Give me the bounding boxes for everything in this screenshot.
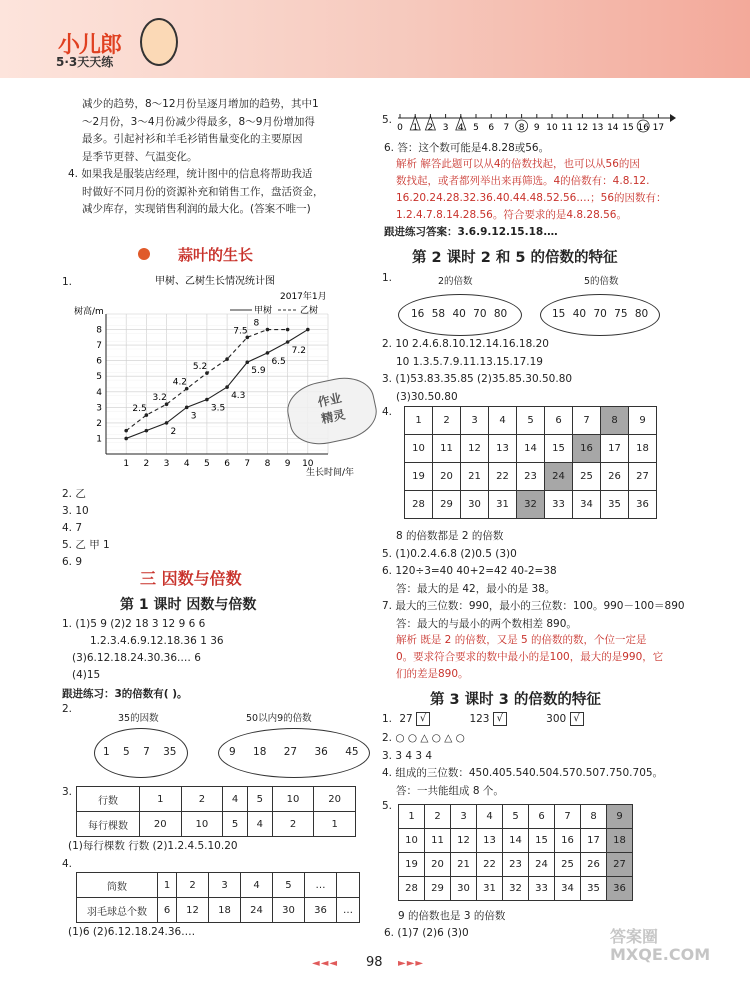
oval-content bbox=[229, 746, 359, 758]
grid-cell: 24 bbox=[529, 853, 555, 877]
oval-item: 45 bbox=[345, 746, 359, 758]
grid-cell: 31 bbox=[489, 491, 517, 519]
grid-cell: 14 bbox=[503, 829, 529, 853]
grid-cell: 4 bbox=[489, 407, 517, 435]
tick-label: 10 bbox=[546, 123, 558, 133]
grid-cell: 4 bbox=[477, 805, 503, 829]
lesson-title: 第 1 课时 因数与倍数 bbox=[120, 597, 257, 613]
oval-item: 16 bbox=[411, 308, 425, 320]
analysis-line: 1.2.4.7.8.14.28.56。符合要求的是4.8.28.56。 bbox=[396, 209, 627, 221]
answer-line: 答：最大的与最小的两个数相差 890。 bbox=[396, 617, 577, 630]
grid-cell: 2 bbox=[433, 407, 461, 435]
grid-cell: 14 bbox=[517, 435, 545, 463]
oval-item: 27 bbox=[283, 746, 298, 758]
data-label: 6.5 bbox=[271, 356, 286, 367]
text-line: 减少库存，实现销售利润的最大化。(答案不唯一) bbox=[82, 203, 311, 215]
table-cell: 4 bbox=[247, 812, 272, 837]
watermark: 答案圈 MXQE.COM bbox=[610, 927, 711, 964]
data-label: 5.9 bbox=[251, 366, 266, 377]
text-line: 减少的趋势，8～12月份呈逐月增加的趋势，其中1 bbox=[82, 98, 319, 110]
data-label: 3.5 bbox=[210, 403, 226, 414]
table-cell: 羽毛球总个数 bbox=[77, 898, 158, 923]
legend-entry: 乙树 bbox=[300, 306, 319, 316]
grid-cell: 22 bbox=[489, 463, 517, 491]
prev-arrows-icon: ◄◄◄ bbox=[312, 958, 339, 969]
answer-line: 2. ○ ○ △ ○ △ ○ bbox=[382, 732, 465, 744]
grid-cell: 35 bbox=[601, 491, 629, 519]
table-cell: … bbox=[337, 898, 360, 923]
tick-label: 13 bbox=[591, 123, 604, 133]
oval-item: 35 bbox=[163, 746, 177, 758]
grid-cell: 2 bbox=[425, 805, 451, 829]
grid-cell: 34 bbox=[555, 877, 581, 901]
tick-label: 4 bbox=[457, 123, 464, 133]
oval-label: 35的因数 bbox=[118, 713, 159, 724]
answer-line: 答：一共能组成 8 个。 bbox=[396, 784, 504, 797]
oval-item: 58 bbox=[431, 308, 446, 320]
grid-cell: 36 bbox=[629, 491, 657, 519]
oval-label: 5的倍数 bbox=[584, 276, 619, 287]
grid-cell: 29 bbox=[425, 877, 451, 901]
data-label: 7.2 bbox=[291, 346, 306, 356]
grid-cell: 1 bbox=[405, 407, 433, 435]
grid-cell: 22 bbox=[477, 853, 503, 877]
table-cell: 2 bbox=[177, 873, 209, 898]
x-tick-label: 7 bbox=[244, 459, 251, 469]
grid-cell: 3 bbox=[461, 407, 489, 435]
grid-cell: 5 bbox=[517, 407, 545, 435]
question-number: 5. bbox=[382, 114, 393, 126]
grid-cell: 30 bbox=[451, 877, 477, 901]
intro-text bbox=[68, 96, 324, 219]
table-cell: 5 bbox=[273, 873, 305, 898]
answer-line: (3)6.12.18.24.30.36.… 6 bbox=[72, 652, 201, 664]
grid-cell: 21 bbox=[461, 463, 489, 491]
text-line: 4. 如果我是服装店经理，统计图中的信息将帮助我适 bbox=[68, 168, 313, 180]
follow-up-answer: 跟进练习答案：3.6.9.12.15.18.… bbox=[384, 226, 558, 238]
text-line: 时做好不同月份的资源补充和销售工作，盘活资金， bbox=[82, 185, 324, 198]
grid-cell: 32 bbox=[503, 877, 529, 901]
question-number: 4. bbox=[62, 858, 73, 870]
grid-cell: 30 bbox=[461, 491, 489, 519]
data-point bbox=[286, 340, 290, 344]
table-cell: 5 bbox=[223, 812, 248, 837]
analysis-line: 解析 既是 2 的倍数，又是 5 的倍数的数，个位一定是 bbox=[396, 634, 647, 646]
grid-cell: 25 bbox=[573, 463, 601, 491]
x-tick-label: 1 bbox=[123, 459, 130, 469]
y-tick-label: 8 bbox=[96, 325, 102, 336]
data-point bbox=[185, 406, 189, 410]
section-title: 蒜叶的生长 bbox=[178, 246, 254, 264]
grid-cell: 35 bbox=[581, 877, 607, 901]
grid-cell: 29 bbox=[433, 491, 461, 519]
x-axis-label: 生长时间/年 bbox=[306, 468, 355, 478]
data-label: 3.2 bbox=[152, 393, 167, 404]
grid-cell: 11 bbox=[433, 435, 461, 463]
grid-cell: 18 bbox=[629, 435, 657, 463]
question-number: 2. bbox=[62, 703, 73, 715]
oval-item: 7 bbox=[143, 746, 150, 758]
data-label: 4.3 bbox=[231, 391, 246, 402]
checkbox-check-icon: √ bbox=[570, 712, 584, 726]
answer-line: 6. (1)7 (2)6 (3)0 bbox=[384, 927, 469, 939]
data-point bbox=[266, 328, 270, 332]
oval-item: 40 bbox=[572, 308, 587, 320]
question-number: 5. bbox=[382, 800, 393, 812]
lesson3-answers bbox=[382, 730, 663, 800]
data-point bbox=[286, 328, 290, 332]
answer-line: 3. (1)53.83.35.85 (2)35.85.30.50.80 bbox=[382, 373, 573, 385]
tick-label: 0 bbox=[397, 123, 403, 133]
data-label: 2 bbox=[170, 426, 177, 437]
oval-label: 50以内9的倍数 bbox=[246, 713, 312, 724]
table-cell: 4 bbox=[223, 787, 248, 812]
grid-cell: 16 bbox=[555, 829, 581, 853]
answer-line: 4. 组成的三位数：450.405.540.504.570.507.750.705。 bbox=[382, 767, 664, 779]
legend-entry: 甲树 bbox=[254, 306, 273, 316]
answer-line: 1. (1)5 9 (2)2 18 3 12 9 6 6 bbox=[62, 618, 206, 630]
table-cell: 4 bbox=[241, 873, 273, 898]
grid-cell: 10 bbox=[405, 435, 433, 463]
grid-cell: 36 bbox=[607, 877, 633, 901]
answer-line: 10 1.3.5.7.9.11.13.15.17.19 bbox=[396, 355, 543, 368]
oval-item: 18 bbox=[253, 746, 267, 758]
x-tick-label: 6 bbox=[224, 459, 230, 469]
y-tick-label: 4 bbox=[96, 387, 102, 398]
grid-cell: 27 bbox=[607, 853, 633, 877]
grid-cell: 8 bbox=[601, 407, 629, 435]
grid-cell: 7 bbox=[555, 805, 581, 829]
table-cell: 20 bbox=[314, 787, 356, 812]
answer-line: 4. 7 bbox=[62, 522, 83, 534]
hundred-grid bbox=[398, 804, 633, 901]
chapter-title: 三 因数与倍数 bbox=[140, 569, 242, 588]
series-line bbox=[126, 330, 308, 439]
answer-line: 3. 3 4 3 4 bbox=[382, 749, 433, 762]
tick-label: 17 bbox=[652, 123, 665, 133]
grid-cell: 5 bbox=[503, 805, 529, 829]
grid-cell: 32 bbox=[517, 491, 545, 519]
x-tick-label: 5 bbox=[204, 459, 210, 469]
table-cell: 20 bbox=[140, 812, 182, 837]
table-cell: 10 bbox=[272, 787, 314, 812]
answer-line: 2. 10 2.4.6.8.10.12.14.16.18.20 bbox=[382, 338, 549, 350]
table-cell: 1 bbox=[140, 787, 182, 812]
grid-cell: 26 bbox=[601, 463, 629, 491]
analysis-line: 16.20.24.28.32.36.40.44.48.52.56.…；56的因数有： bbox=[396, 192, 667, 204]
grid-cell: 31 bbox=[477, 877, 503, 901]
answer-line: 6. 答：这个数可能是4.8.28或56。 bbox=[384, 142, 550, 154]
data-label: 7.5 bbox=[233, 326, 248, 337]
grid-cell: 28 bbox=[399, 877, 425, 901]
text-line: ～2月份，3～4月份减少得最多，8～9月份增加得 bbox=[82, 115, 315, 128]
check-question bbox=[382, 712, 584, 726]
y-tick-label: 2 bbox=[96, 418, 102, 429]
oval-content bbox=[103, 746, 176, 758]
table-cell: 2 bbox=[272, 812, 314, 837]
grid-cell: 3 bbox=[451, 805, 477, 829]
analysis-line: 0。要求符合要求的数中最小的是100，最大的是990，它们的差是890。 bbox=[396, 651, 664, 680]
grid-cell: 17 bbox=[581, 829, 607, 853]
table-cell: 30 bbox=[273, 898, 305, 923]
grid-cell: 33 bbox=[545, 491, 573, 519]
table-cell: 6 bbox=[158, 898, 177, 923]
chart-title: 甲树、乙树生长情况统计图 bbox=[155, 276, 275, 287]
tick-label: 14 bbox=[607, 123, 619, 133]
table-cell: 1 bbox=[158, 873, 177, 898]
text-line: 是季节更替、气温变化。 bbox=[82, 150, 198, 163]
oval-item: 75 bbox=[614, 308, 628, 320]
data-label: 2.5 bbox=[132, 404, 147, 415]
grid-cell: 10 bbox=[399, 829, 425, 853]
tick-label: 6 bbox=[488, 123, 495, 133]
stamp-text: 作业 bbox=[316, 390, 343, 410]
analysis-block bbox=[396, 632, 664, 683]
table-cell: 5 bbox=[247, 787, 272, 812]
number-value: 300 bbox=[546, 713, 567, 725]
grid-cell: 11 bbox=[425, 829, 451, 853]
data-label: 5.2 bbox=[192, 362, 208, 373]
answer-line: 7. 最大的三位数：990，最小的三位数：100。990－100＝890 bbox=[382, 600, 685, 612]
table-cell: 筒数 bbox=[77, 873, 158, 898]
line-chart bbox=[70, 270, 360, 485]
table-cell: … bbox=[304, 873, 336, 898]
lesson-title: 第 3 课时 3 的倍数的特征 bbox=[430, 692, 601, 708]
tick-label: 9 bbox=[533, 123, 540, 133]
lesson2-answers bbox=[382, 336, 572, 406]
question-number: 4. bbox=[382, 406, 393, 418]
grid-cell: 21 bbox=[451, 853, 477, 877]
oval-item: 80 bbox=[634, 308, 649, 320]
grid-cell: 1 bbox=[399, 805, 425, 829]
oval-item: 70 bbox=[473, 308, 487, 320]
table-cell bbox=[337, 873, 360, 898]
data-point bbox=[225, 357, 229, 361]
answer-list bbox=[62, 486, 110, 571]
question-number: 1. bbox=[382, 713, 393, 725]
answer-line: 5. (1)0.2.4.6.8 (2)0.5 (3)0 bbox=[382, 547, 517, 560]
grid-cell: 18 bbox=[607, 829, 633, 853]
tick-label: 3 bbox=[442, 123, 449, 133]
checkbox-check-icon: √ bbox=[416, 712, 430, 726]
x-tick-label: 9 bbox=[284, 459, 291, 469]
tick-label: 11 bbox=[561, 123, 573, 133]
data-label: 3 bbox=[190, 411, 197, 422]
table-cell: 1 bbox=[314, 812, 356, 837]
question-number: 1. bbox=[382, 272, 393, 284]
x-tick-label: 8 bbox=[264, 459, 271, 469]
grid-cell: 9 bbox=[607, 805, 633, 829]
oval-item: 40 bbox=[452, 308, 466, 320]
grid-cell: 6 bbox=[545, 407, 573, 435]
tick-label: 1 bbox=[412, 123, 419, 133]
answer-line: 9 的倍数也是 3 的倍数 bbox=[398, 910, 506, 922]
grid-cell: 27 bbox=[629, 463, 657, 491]
follow-up-exercise: 跟进练习：3的倍数有( )。 bbox=[62, 688, 188, 700]
data-point bbox=[145, 429, 149, 433]
grid-cell: 19 bbox=[399, 853, 425, 877]
data-label: 8 bbox=[253, 318, 260, 329]
grid-cell: 20 bbox=[433, 463, 461, 491]
grid-cell: 26 bbox=[581, 853, 607, 877]
grid-cell: 23 bbox=[503, 853, 529, 877]
number-line bbox=[394, 104, 676, 134]
series-name: 5·3天天练 bbox=[56, 55, 114, 69]
oval-item: 9 bbox=[229, 746, 236, 758]
grid-cell: 13 bbox=[477, 829, 503, 853]
grid-cell: 23 bbox=[517, 463, 545, 491]
lesson-title: 第 2 课时 2 和 5 的倍数的特征 bbox=[412, 250, 618, 266]
answer-line: 3. 10 bbox=[62, 505, 89, 517]
table-cell: 2 bbox=[181, 787, 223, 812]
data-point bbox=[225, 385, 229, 389]
rows-table bbox=[76, 786, 356, 837]
brand-logo: 小儿郎 bbox=[58, 33, 122, 58]
table-cell: 36 bbox=[304, 898, 336, 923]
grid-cell: 25 bbox=[555, 853, 581, 877]
oval-item: 15 bbox=[552, 308, 566, 320]
table-cell: 12 bbox=[177, 898, 209, 923]
grid-cell: 15 bbox=[529, 829, 555, 853]
question-number: 1. bbox=[62, 276, 73, 288]
grid-cell: 7 bbox=[573, 407, 601, 435]
x-tick-label: 3 bbox=[163, 459, 170, 469]
answer-line: (3)30.50.80 bbox=[396, 390, 458, 403]
answer-line: 8 的倍数都是 2 的倍数 bbox=[396, 530, 504, 542]
grid-cell: 15 bbox=[545, 435, 573, 463]
tick-label: 2 bbox=[427, 123, 434, 133]
grid-cell: 28 bbox=[405, 491, 433, 519]
data-point bbox=[205, 398, 209, 402]
oval-item: 70 bbox=[593, 308, 607, 320]
answer-line: 2. 乙 bbox=[62, 488, 86, 500]
table-cell: 10 bbox=[181, 812, 223, 837]
next-arrows-icon: ►►► bbox=[398, 958, 425, 969]
oval-label: 2的倍数 bbox=[438, 276, 473, 287]
tick-label: 7 bbox=[503, 123, 510, 133]
analysis-line: 解析 解答此题可以从4的倍数找起，也可以从56的因 bbox=[396, 158, 640, 170]
data-point bbox=[245, 360, 249, 364]
oval-item: 1 bbox=[103, 746, 110, 758]
x-tick-label: 2 bbox=[143, 459, 150, 469]
tick-label: 8 bbox=[518, 123, 525, 133]
oval-item: 36 bbox=[314, 746, 328, 758]
y-axis-label: 树高/m bbox=[74, 307, 104, 317]
tick-label: 12 bbox=[576, 123, 589, 133]
x-tick-label: 4 bbox=[183, 459, 190, 469]
y-tick-label: 5 bbox=[96, 372, 102, 383]
grid-cell: 6 bbox=[529, 805, 555, 829]
grid-cell: 34 bbox=[573, 491, 601, 519]
grid-cell: 24 bbox=[545, 463, 573, 491]
y-tick-label: 3 bbox=[96, 403, 102, 414]
data-label: 4.2 bbox=[172, 377, 188, 388]
data-point bbox=[124, 437, 128, 441]
answer-line: 5. 乙 甲 1 bbox=[62, 539, 110, 551]
stamp-text: 精灵 bbox=[320, 407, 347, 427]
grid-cell: 9 bbox=[629, 407, 657, 435]
table-cell: 3 bbox=[209, 873, 241, 898]
table-cell: 行数 bbox=[77, 787, 140, 812]
data-point bbox=[124, 429, 128, 433]
data-point bbox=[165, 421, 169, 425]
oval-content bbox=[552, 308, 648, 320]
oval-item: 80 bbox=[493, 308, 508, 320]
table-cell: 18 bbox=[209, 898, 241, 923]
y-tick-label: 7 bbox=[96, 341, 102, 352]
answer-line: 6. 120÷3=40 40+2=42 40-2=38 bbox=[382, 565, 557, 577]
lesson2-more bbox=[382, 528, 685, 633]
grid-cell: 20 bbox=[425, 853, 451, 877]
grid-cell: 16 bbox=[573, 435, 601, 463]
chart-subtitle: 2017年1月 bbox=[280, 292, 327, 302]
number-value: 27 bbox=[399, 713, 413, 725]
grid-cell: 17 bbox=[601, 435, 629, 463]
data-point bbox=[306, 328, 310, 332]
answer-line: (1)每行棵数 行数 (2)1.2.4.5.10.20 bbox=[68, 840, 238, 852]
grid-cell: 12 bbox=[451, 829, 477, 853]
oval-content bbox=[411, 308, 507, 320]
answer-line: 6. 9 bbox=[62, 556, 83, 568]
lesson3-more bbox=[384, 908, 506, 942]
hundred-grid bbox=[404, 406, 657, 519]
grid-cell: 13 bbox=[489, 435, 517, 463]
text-line: 最多。引起衬衫和羊毛衫销售量变化的主要原因 bbox=[82, 133, 303, 145]
grid-cell: 33 bbox=[529, 877, 555, 901]
table-cell: 每行棵数 bbox=[77, 812, 140, 837]
grid-cell: 8 bbox=[581, 805, 607, 829]
answer-line: 答：最大的是 42，最小的是 38。 bbox=[396, 582, 556, 595]
answer-line: 1.2.3.4.6.9.12.18.36 1 36 bbox=[90, 635, 224, 647]
table-cell: 24 bbox=[241, 898, 273, 923]
y-tick-label: 6 bbox=[96, 356, 102, 367]
analysis-line: 数找起，或者都列举出来再筛选。4的倍数有：4.8.12. bbox=[396, 175, 650, 187]
x-tick-label: 10 bbox=[302, 459, 314, 469]
grid-cell: 19 bbox=[405, 463, 433, 491]
lesson1-answers bbox=[62, 616, 224, 684]
page-number: 98 bbox=[366, 955, 383, 970]
tick-label: 5 bbox=[473, 123, 479, 133]
y-tick-label: 1 bbox=[96, 434, 102, 445]
mascot-icon bbox=[140, 18, 178, 66]
section-bullet-icon bbox=[138, 248, 150, 260]
oval-item: 5 bbox=[123, 746, 130, 758]
tick-label: 15 bbox=[622, 123, 634, 133]
data-point bbox=[266, 351, 270, 355]
answer-line: (4)15 bbox=[72, 669, 101, 681]
number-value: 123 bbox=[469, 713, 490, 725]
tick-label: 16 bbox=[637, 123, 649, 133]
question-number: 3. bbox=[62, 786, 73, 798]
grid-cell: 12 bbox=[461, 435, 489, 463]
answer-line: (1)6 (2)6.12.18.24.36.… bbox=[68, 926, 196, 938]
shuttlecock-table bbox=[76, 872, 360, 923]
analysis-block bbox=[396, 156, 667, 224]
checkbox-check-icon: √ bbox=[493, 712, 507, 726]
